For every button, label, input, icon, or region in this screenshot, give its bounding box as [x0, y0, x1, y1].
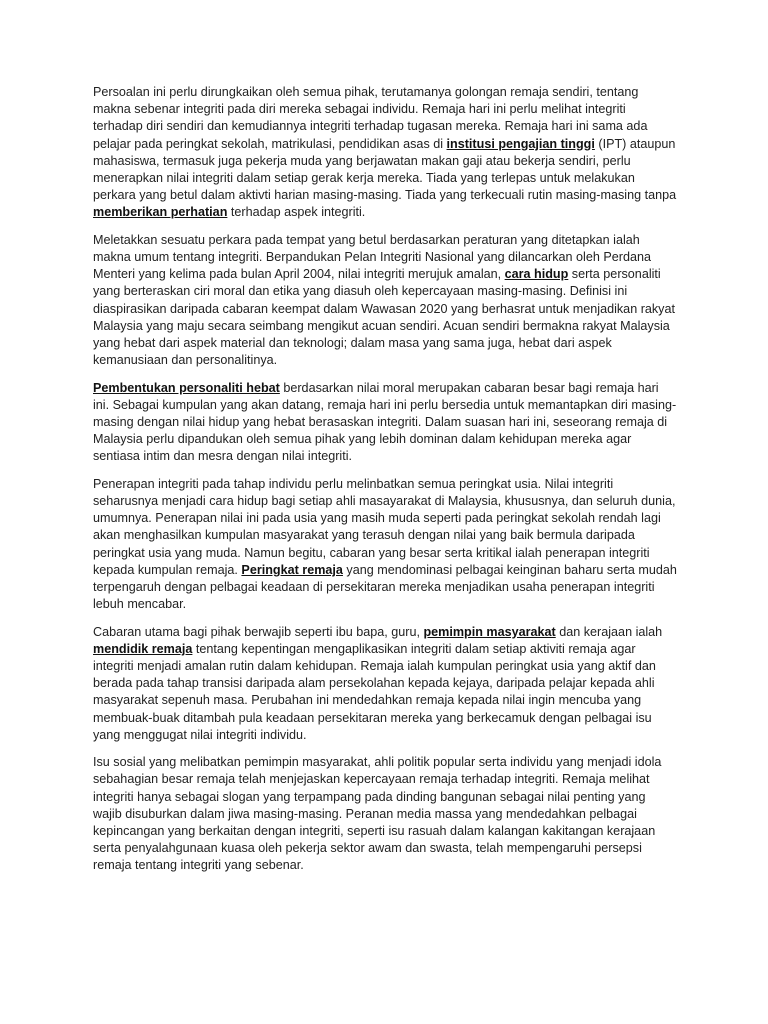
paragraph-text: Isu sosial yang melibatkan pemimpin masyarakat, ahli politik popular serta individu yang menjadi idola sebahagian besar remaja telah menjejaskan kepercayaan remaja terhadap integriti. Remaja melihat integriti hanya sebagai slogan yang terpampang pada dinding bangunan sebagai nilai penting yang wajib disuburkan dalam jiwa masing-masing. Peranan media massa yang mendedahkan pelbagai kepincangan yang berkaitan dengan integriti, seperti isu rasuah dalam kalangan kakitangan kerajaan serta penyalahgunaan kuasa oleh pekerja sektor awam dan swasta, telah mempengaruhi persepsi remaja tentang integriti yang sebenar.: [93, 755, 662, 873]
paragraph-text: Cabaran utama bagi pihak berwajib seperti ibu bapa, guru,: [93, 624, 424, 639]
paragraph-6: [93, 754, 677, 874]
paragraph-text: dan kerajaan ialah: [555, 624, 663, 639]
paragraph-text: serta personaliti yang berteraskan ciri moral dan etika yang diasuh oleh kepercayaan masing-masing. Definisi ini diaspirasikan daripada cabaran keempat dalam Wawasan 2020 yang berhasrat untuk menjadikan rakyat Malaysia yang maju secara seimbang mengikut acuan sendiri. Acuan sendiri bermakna rakyat Malaysia yang hebat dari aspek material dan teknologi; dalam masa yang sama juga, hebat dari aspek kemanusiaan dan personalitinya.: [93, 267, 675, 368]
paragraph-2: [93, 232, 677, 370]
paragraph-text: terhadap aspek integriti.: [227, 205, 366, 220]
paragraph-text: yang mendominasi pelbagai keinginan baharu serta mudah terpengaruh dengan pelbagai keadaan di persekitaran mereka menjadikan usaha penerapan integriti lebuh mencabar.: [93, 562, 677, 612]
link-memberikan-perhatian[interactable]: memberikan perhatian: [93, 205, 228, 220]
paragraph-4: [93, 476, 677, 614]
paragraph-3: [93, 380, 677, 466]
document-body: [93, 84, 677, 885]
paragraph-text: Penerapan integriti pada tahap individu perlu melinbatkan semua peringkat usia. Nilai integriti seharusnya menjadi cara hidup bagi setiap ahli masayarakat di Malaysia, khususnya, dan seluruh dunia, umumnya. Penerapan nilai ini pada usia yang masih muda seperti pada peringkat sekolah rendah lagi akan menghasilkan kumpulan masyarakat yang terasuh dengan nilai yang baik bermula daripada peringkat usia yang muda. Namun begitu, cabaran yang besar serta kritikal ialah penerapan integriti kepada kumpulan remaja.: [93, 476, 676, 577]
paragraph-text: (IPT) ataupun mahasiswa, termasuk juga pekerja muda yang berjawatan makan gaji atau bekerja sendiri, perlu menerapkan nilai integriti dalam setiap gerak kerja mereka. Tiada yang terlepas untuk melakukan perkara yang betul dalam aktivti harian masing-masing. Tiada yang terkecuali rutin masing-masing tanpa: [93, 136, 677, 203]
link-pembentukan-personaliti-hebat[interactable]: Pembentukan personaliti hebat: [93, 380, 280, 395]
link-mendidik-remaja[interactable]: mendidik remaja: [93, 641, 193, 656]
paragraph-5: [93, 624, 677, 744]
link-institusi-pengajian-tinggi[interactable]: institusi pengajian tinggi: [446, 136, 595, 151]
paragraph-text: Meletakkan sesuatu perkara pada tempat yang betul berdasarkan peraturan yang ditetapkan ialah makna umum tentang integriti. Berpandukan Pelan Integriti Nasional yang dilancarkan oleh Perdana Menteri yang kelima pada bulan April 2004, nilai integriti merujuk amalan,: [93, 232, 651, 282]
link-cara-hidup[interactable]: cara hidup: [504, 267, 569, 282]
paragraph-text: berdasarkan nilai moral merupakan cabaran besar bagi remaja hari ini. Sebagai kumpulan yang akan datang, remaja hari ini perlu bersedia untuk memantapkan diri masing-masing dengan nilai hidup yang hebat berasaskan integriti. Dalam suasan hari ini, seseorang remaja di Malaysia perlu dipandukan oleh semua pihak yang lebih dominan dalam kehidupan mereka agar sentiasa intim dan mesra dengan nilai integriti.: [93, 380, 677, 464]
link-peringkat-remaja[interactable]: Peringkat remaja: [241, 562, 343, 577]
paragraph-text: tentang kepentingan mengaplikasikan integriti dalam setiap aktiviti remaja agar integriti menjadi amalan rutin dalam kehidupan. Remaja ialah kumpulan peringkat usia yang aktif dan berada pada tahap transisi daripada alam persekolahan kepada kejaya, daripada pelajar kepada ahli masyarakat sepenuh masa. Perubahan ini mendedahkan remaja kepada nilai ingin mencuba yang membuak-buak ditambah pula keadaan persekitaran mereka yang berkecamuk dengan pelbagai isu yang menggugat nilai integriti individu.: [93, 641, 656, 742]
paragraph-1: [93, 84, 677, 222]
paragraph-text: Persoalan ini perlu dirungkaikan oleh semua pihak, terutamanya golongan remaja sendiri, tentang makna sebenar integriti pada diri mereka sebagai individu. Remaja hari ini perlu melihat integriti terhadap diri sendiri dan kemudiannya integriti terhadap tugasan mereka. Remaja hari ini sama ada pelajar pada peringkat sekolah, matrikulasi, pendidikan asas di: [93, 85, 648, 151]
link-pemimpin-masyarakat[interactable]: pemimpin masyarakat: [423, 624, 556, 639]
